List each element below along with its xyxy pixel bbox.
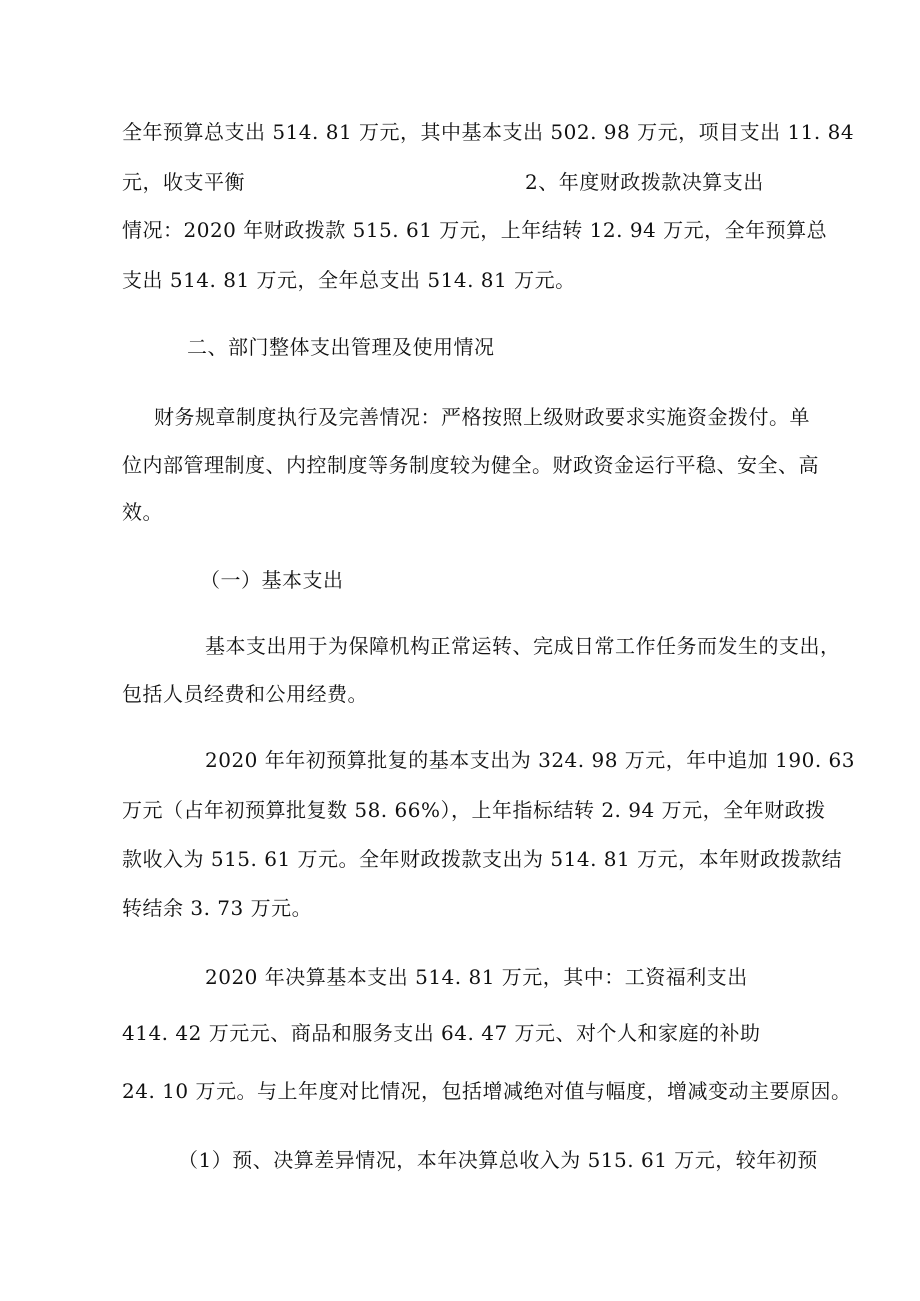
section-heading: 二、部门整体支出管理及使用情况 [187,335,495,359]
subsection-heading: （一）基本支出 [200,568,344,592]
text-line-9: 效。 [122,500,163,524]
text-line-7: 财务规章制度执行及完善情况：严格按照上级财政要求实施资金拨付。单 [154,405,810,429]
text-line-8: 位内部管理制度、内控制度等务制度较为健全。财政资金运行平稳、安全、高 [122,453,819,477]
text-line-2: 元，收支平衡 [122,170,245,194]
text-line-19: 24. 10 万元。与上年度对比情况，包括增减绝对值与幅度，增减变动主要原因。 [122,1079,852,1103]
text-line-13: 2020 年年初预算批复的基本支出为 324. 98 万元，年中追加 190. 63 [205,748,856,772]
text-line-12: 包括人员经费和公用经费。 [122,682,368,706]
text-line-5: 支出 514. 81 万元，全年总支出 514. 81 万元。 [122,268,576,292]
text-line-14: 万元（占年初预算批复数 58. 66%），上年指标结转 2. 94 万元，全年财政拨 [122,798,826,822]
text-line-11: 基本支出用于为保障机构正常运转、完成日常工作任务而发生的支出， [205,634,841,658]
text-line-17: 2020 年决算基本支出 514. 81 万元，其中：工资福利支出 [205,965,748,989]
text-line-4: 情况：2020 年财政拨款 515. 61 万元，上年结转 12. 94 万元，全年预算总 [122,218,828,242]
text-line-20: （1）预、决算差异情况，本年决算总收入为 515. 61 万元，较年初预 [178,1148,818,1172]
text-line-3: 2、年度财政拨款决算支出 [525,170,764,194]
text-line-16: 转结余 3. 73 万元。 [122,896,313,920]
text-line-15: 款收入为 515. 61 万元。全年财政拨款支出为 514. 81 万元，本年财政拨款结 [122,847,843,871]
text-line-18: 414. 42 万元元、商品和服务支出 64. 47 万元、对个人和家庭的补助 [122,1021,761,1045]
text-line-1: 全年预算总支出 514. 81 万元，其中基本支出 502. 98 万元，项目支出 11. 84 [122,120,855,144]
